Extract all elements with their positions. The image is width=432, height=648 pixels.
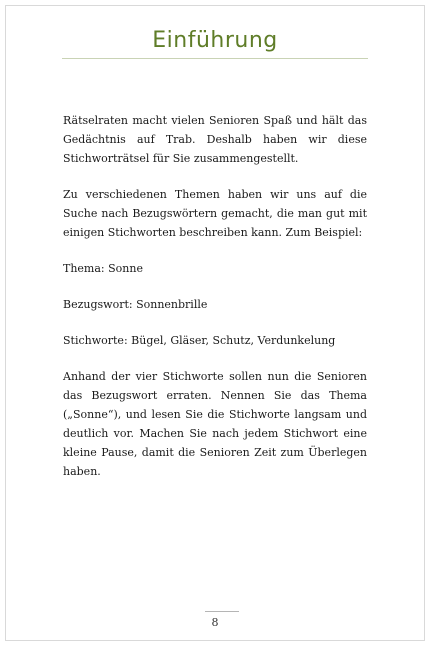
- paragraph-intro: Rätselraten macht vielen Senioren Spaß und hält das Gedächtnis auf Trab. Deshalb haben wir diese Stichworträtsel für Sie zusammengestellt.: [63, 114, 367, 165]
- page: [5, 5, 425, 641]
- footer-divider: [205, 611, 239, 612]
- paragraph-themes: Zu verschiedenen Themen haben wir uns auf die Suche nach Bezugswörtern gemacht, die man gut mit einigen Stichworten beschreiben kann. Zum Beispiel:: [63, 188, 367, 239]
- example-reference-word: Bezugswort: Sonnenbrille: [63, 298, 208, 311]
- example-theme: Thema: Sonne: [63, 262, 143, 275]
- title-divider: [62, 58, 368, 59]
- page-title: Einführung: [152, 28, 278, 53]
- page-number: 8: [211, 616, 219, 629]
- example-keywords: Stichworte: Bügel, Gläser, Schutz, Verdunkelung: [63, 334, 336, 347]
- body-text: [63, 111, 367, 498]
- paragraph-instructions: Anhand der vier Stichworte sollen nun die Senioren das Bezugswort erraten. Nennen Sie das Thema („Sonne“), und lesen Sie die Stichworte langsam und deutlich vor. Machen Sie nach jedem Stichwort eine kleine Pause, damit die Senioren Zeit zum Überlegen haben.: [63, 370, 367, 478]
